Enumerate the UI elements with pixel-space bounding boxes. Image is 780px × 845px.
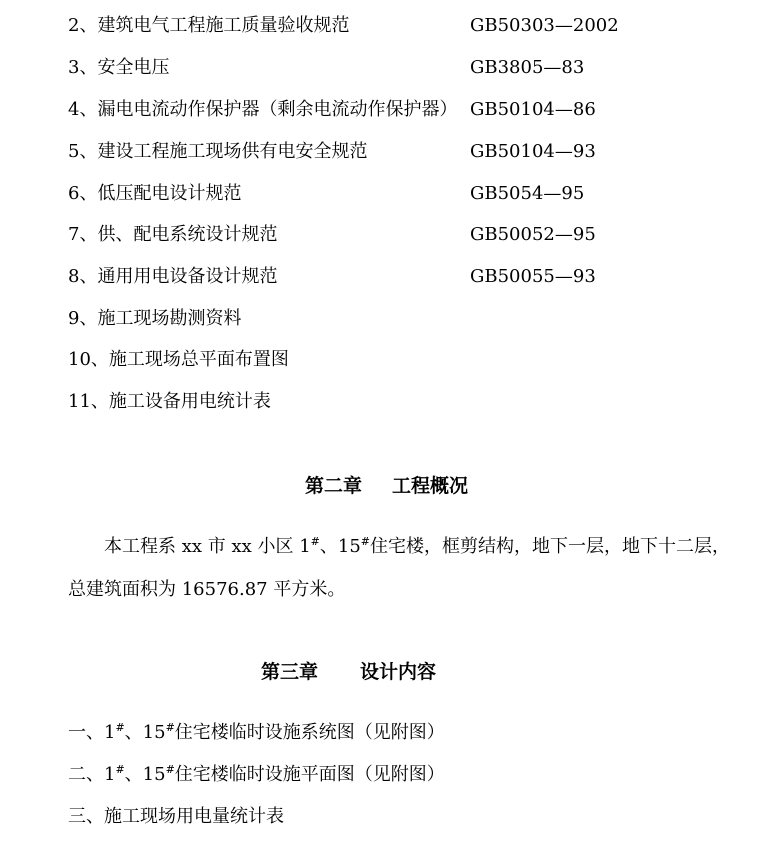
reference-standard-code: GB50052—95 (470, 224, 596, 245)
reference-item (68, 54, 585, 82)
superscript-mark: # (310, 535, 320, 548)
design-content-item (68, 803, 284, 831)
reference-standard-code: GB50303—2002 (470, 15, 619, 36)
reference-item-text: 9、施工现场勘测资料 (68, 308, 242, 329)
overview-text: 总建筑面积为 16576.87 平方米。 (68, 579, 346, 600)
reference-standard-code: GB3805—83 (470, 57, 585, 78)
reference-item-text: 2、建筑电气工程施工质量验收规范 (68, 15, 350, 36)
chapter-title: 工程概况 (392, 475, 469, 497)
reference-standard-code: GB50104—93 (470, 141, 596, 162)
item-text: 、15 (124, 764, 166, 785)
reference-item-text: 7、供、配电系统设计规范 (68, 224, 278, 245)
overview-text: 、15 (319, 536, 361, 557)
reference-standard-code: GB5054—95 (470, 183, 585, 204)
reference-item-text: 10、施工现场总平面布置图 (68, 349, 289, 370)
reference-item (68, 305, 241, 333)
reference-item (68, 12, 619, 40)
overview-paragraph-line (104, 533, 730, 561)
reference-item-text: 3、安全电压 (68, 57, 170, 78)
reference-standard-code: GB50055—93 (470, 266, 596, 287)
superscript-mark: # (115, 763, 125, 776)
item-text: 住宅楼临时设施平面图（见附图） (174, 764, 445, 785)
reference-item-text: 6、低压配电设计规范 (68, 183, 242, 204)
reference-item (68, 96, 596, 124)
reference-item (68, 346, 289, 374)
chapter-heading (0, 471, 780, 501)
reference-item (68, 138, 596, 166)
item-text: 一、1 (68, 722, 116, 743)
design-content-item (68, 761, 445, 789)
chapter-number: 第二章 (305, 475, 363, 497)
superscript-mark: # (115, 721, 125, 734)
item-text: 三、施工现场用电量统计表 (68, 806, 284, 827)
reference-item-text: 4、漏电电流动作保护器（剩余电流动作保护器） (68, 99, 458, 120)
item-text: 、15 (124, 722, 166, 743)
superscript-mark: # (165, 721, 175, 734)
overview-text: 本工程系 xx 市 xx 小区 1 (104, 536, 311, 557)
reference-item (68, 263, 596, 291)
reference-item-text: 11、施工设备用电统计表 (68, 391, 271, 412)
chapter-title: 设计内容 (360, 661, 437, 683)
reference-item (68, 180, 585, 208)
reference-item (68, 388, 271, 416)
item-text: 住宅楼临时设施系统图（见附图） (174, 722, 445, 743)
chapter-heading (0, 657, 780, 687)
design-content-item (68, 719, 445, 747)
item-text: 二、1 (68, 764, 116, 785)
superscript-mark: # (360, 535, 371, 548)
superscript-mark: # (165, 763, 175, 776)
overview-paragraph-line (68, 576, 345, 604)
reference-item-text: 5、建设工程施工现场供有电安全规范 (68, 141, 368, 162)
reference-item-text: 8、通用用电设备设计规范 (68, 266, 278, 287)
chapter-number: 第三章 (261, 661, 319, 683)
overview-text: 住宅楼，框剪结构，地下一层，地下十二层， (370, 536, 731, 557)
reference-item (68, 221, 596, 249)
reference-standard-code: GB50104—86 (470, 99, 596, 120)
